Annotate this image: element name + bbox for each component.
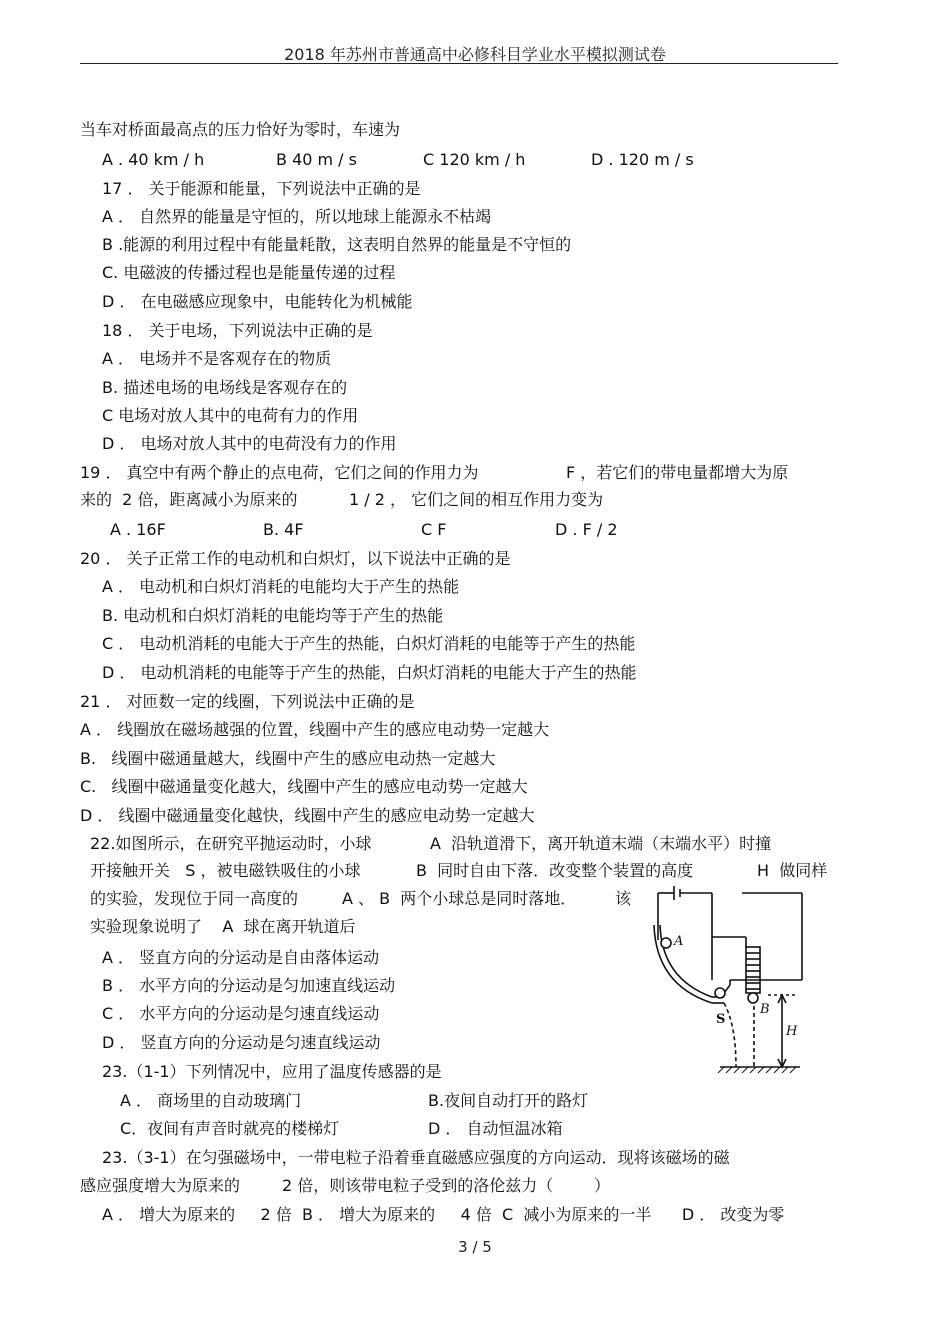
q19-stem-part3: 来的 2 倍，距离减小为原来的 <box>80 490 298 509</box>
q22-stem-part1: 22.如图所示，在研究平抛运动时，小球 <box>90 834 372 853</box>
q22-stem-part7: A 、 B 两个小球总是同时落地． <box>342 889 577 908</box>
q22-option-a: A ． 竖直方向的分运动是自由落体运动 <box>102 948 380 967</box>
q17-option-d: D ． 在电磁感应现象中，电能转化为机械能 <box>102 292 413 311</box>
q23a-option-d: D ． 自动恒温冰箱 <box>428 1119 563 1138</box>
q18-stem: 18 ． 关于电场，下列说法中正确的是 <box>102 321 373 340</box>
header-rule <box>80 63 838 64</box>
q23b-options: A ． 增大为原来的 2 倍 B ． 增大为原来的 4 倍 C 减小为原来的一半 D ． 改变为零 <box>102 1205 785 1224</box>
q20-option-c: C ． 电动机消耗的电能大于产生的热能，白炽灯消耗的电能等于产生的热能 <box>102 634 636 653</box>
q22-stem-part8: 该 <box>615 889 632 908</box>
ball-a-at-exit <box>715 988 725 998</box>
q22-stem-part9: 实验现象说明了 A 球在离开轨道后 <box>90 917 356 936</box>
q16-option-c: C 120 km / h <box>423 150 526 169</box>
q22-option-c: C ． 水平方向的分运动是匀速直线运动 <box>102 1004 380 1023</box>
q17-stem: 17 ． 关于能源和能量，下列说法中正确的是 <box>102 179 421 198</box>
q23a-option-b: B.夜间自动打开的路灯 <box>428 1091 589 1110</box>
q18-option-b: B. 描述电场的电场线是客观存在的 <box>102 378 348 397</box>
q16-stem-cont: 当车对桥面最高点的压力恰好为零时，车速为 <box>80 120 401 139</box>
q22-stem-part5: H 做同样 <box>757 861 828 880</box>
q23b-stem-part2: 感应强度增大为原来的 <box>80 1176 241 1195</box>
q21-option-b: B. 线圈中磁通量越大，线圈中产生的感应电动热一定越大 <box>80 749 496 768</box>
q18-option-a: A ． 电场并不是客观存在的物质 <box>102 349 332 368</box>
q22-stem-part3: 开接触开关 S ，被电磁铁吸住的小球 <box>90 861 361 880</box>
q23b-stem-part3: 2 倍，则该带电粒子受到的洛伦兹力（ ） <box>282 1176 610 1195</box>
q19-option-a: A . 16F <box>110 520 166 539</box>
q22-option-b: B ． 水平方向的分运动是匀加速直线运动 <box>102 976 396 995</box>
q19-option-b: B. 4F <box>263 520 304 539</box>
q23a-option-a: A ． 商场里的自动玻璃门 <box>120 1091 302 1110</box>
label-a: A <box>674 934 684 949</box>
q19-option-c: C F <box>421 520 447 539</box>
q21-stem: 21 ． 对匝数一定的线圈，下列说法中正确的是 <box>80 692 415 711</box>
q17-option-b: B .能源的利用过程中有能量耗散，这表明自然界的能量是不守恒的 <box>102 235 572 254</box>
q21-option-d: D ． 线圈中磁通量变化越快，线圈中产生的感应电动势一定越大 <box>80 806 535 825</box>
q19-option-d: D . F / 2 <box>555 520 618 539</box>
q22-stem-part6: 的实验，发现位于同一高度的 <box>90 889 299 908</box>
q16-option-a: A . 40 km / h <box>102 150 205 169</box>
label-s: S <box>716 1012 726 1027</box>
q17-option-c: C. 电磁波的传播过程也是能量传递的过程 <box>102 263 396 282</box>
ball-a <box>661 938 671 948</box>
q16-option-b: B 40 m / s <box>276 150 357 169</box>
q23a-option-c: C．夜间有声音时就亮的楼梯灯 <box>120 1119 340 1138</box>
running-header: 2018 年苏州市普通高中必修科目学业水平模拟测试卷 <box>284 45 666 64</box>
q21-option-c: C. 线圈中磁通量变化越大，线圈中产生的感应电动势一定越大 <box>80 777 528 796</box>
q16-option-d: D . 120 m / s <box>591 150 694 169</box>
q20-stem: 20 ． 关子正常工作的电动机和白炽灯，以下说法中正确的是 <box>80 549 511 568</box>
q23b-stem-part1: 23.（3-1）在匀强磁场中，一带电粒子沿着垂直磁感应强度的方向运动．现将该磁场的磁 <box>102 1148 730 1167</box>
q20-option-d: D ． 电动机消耗的电能等于产生的热能，白炽灯消耗的电能大于产生的热能 <box>102 663 637 682</box>
q22-stem-part2: A 沿轨道滑下，离开轨道末端（末端水平）时撞 <box>430 834 772 853</box>
label-h: H <box>786 1024 798 1039</box>
ball-b <box>748 993 758 1003</box>
q20-option-b: B. 电动机和白炽灯消耗的电能均等于产生的热能 <box>102 606 444 625</box>
q23a-stem: 23.（1-1）下列情况中，应用了温度传感器的是 <box>102 1062 442 1081</box>
q22-stem-part4: B 同时自由下落．改变整个装置的高度 <box>416 861 694 880</box>
q18-option-d: D ． 电场对放人其中的电荷没有力的作用 <box>102 434 397 453</box>
q17-option-a: A ． 自然界的能量是守恒的，所以地球上能源永不枯竭 <box>102 207 492 226</box>
q19-stem-part2: F ，若它们的带电量都增大为原 <box>566 463 789 482</box>
q19-stem-part1: 19 ． 真空中有两个静止的点电荷，它们之间的作用力为 <box>80 463 479 482</box>
q19-stem-part4: 1 / 2 ， 它们之间的相互作用力变为 <box>349 490 604 509</box>
q20-option-a: A ． 电动机和白炽灯消耗的电能均大于产生的热能 <box>102 577 460 596</box>
q21-option-a: A ． 线圈放在磁场越强的位置，线圈中产生的感应电动势一定越大 <box>80 720 550 739</box>
q22-option-d: D ． 竖直方向的分运动是匀速直线运动 <box>102 1033 381 1052</box>
page-number: 3 / 5 <box>458 1238 492 1256</box>
q18-option-c: C 电场对放人其中的电荷有力的作用 <box>102 406 359 425</box>
projectile-experiment-figure <box>650 885 810 1075</box>
label-b: B <box>760 1002 770 1017</box>
